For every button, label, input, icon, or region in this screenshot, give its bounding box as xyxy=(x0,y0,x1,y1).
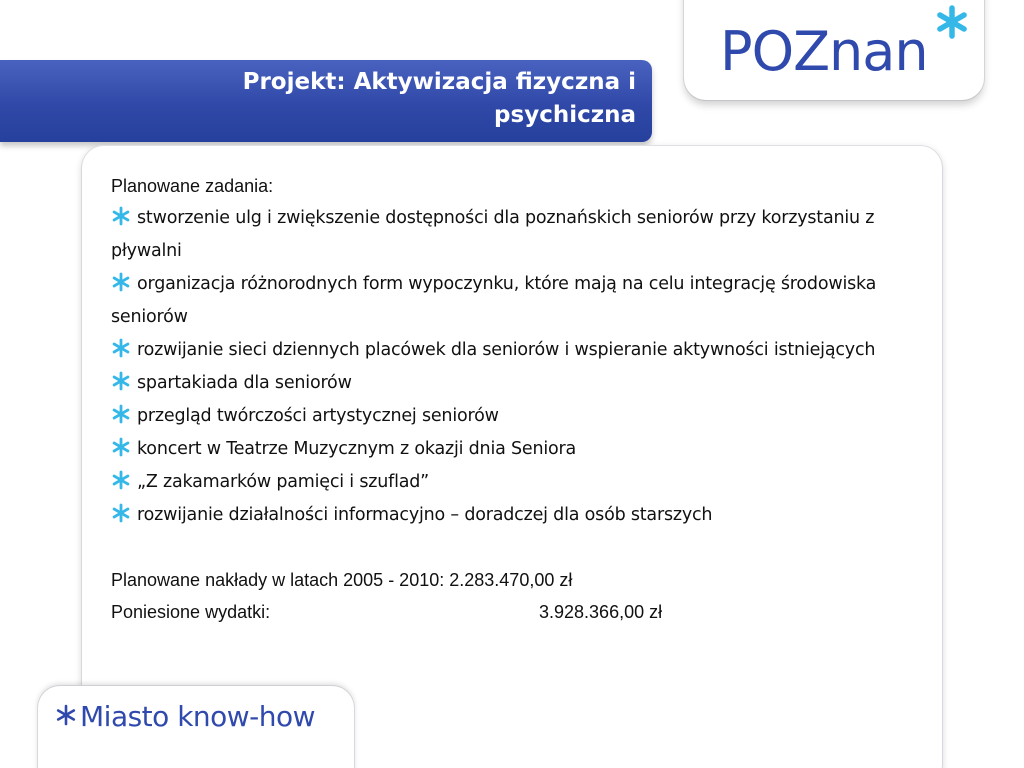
task-list xyxy=(111,202,911,532)
task-text: rozwijanie działalności informacyjno – doradczej dla osób starszych xyxy=(137,505,713,525)
asterisk-bullet-icon xyxy=(111,338,131,358)
title-banner xyxy=(0,60,652,142)
incurred-costs-value: 3.928.366,00 zł xyxy=(539,602,663,622)
task-text: stworzenie ulg i zwiększenie dostępności dla poznańskich seniorów przy korzystaniu z pływalni xyxy=(111,208,875,261)
page-title: Projekt: Aktywizacja fizyczna i psychiczna xyxy=(242,69,636,128)
list-item xyxy=(111,466,911,499)
tagline: Miasto know-how xyxy=(80,700,316,733)
task-text: koncert w Teatrze Muzycznym z okazji dnia Seniora xyxy=(137,439,577,459)
task-text: „Z zakamarków pamięci i szuflad” xyxy=(137,472,430,492)
list-item xyxy=(111,433,911,466)
task-text: rozwijanie sieci dziennych placówek dla seniorów i wspieranie aktywności istniejących xyxy=(137,340,876,360)
list-item xyxy=(111,334,911,367)
task-text: przegląd twórczości artystycznej seniorów xyxy=(137,406,499,426)
list-item xyxy=(111,400,911,433)
list-item xyxy=(111,499,911,532)
asterisk-bullet-icon xyxy=(111,206,131,226)
asterisk-bullet-icon xyxy=(111,371,131,391)
list-item xyxy=(111,367,911,400)
asterisk-bullet-icon xyxy=(111,437,131,457)
poznan-logo xyxy=(714,4,974,80)
asterisk-bullet-icon xyxy=(111,404,131,424)
tasks-heading: Planowane zadania: xyxy=(111,176,274,196)
logo-text: POZnan xyxy=(720,20,928,80)
planned-costs-value: 2.283.470,00 zł xyxy=(449,570,573,590)
content-area xyxy=(111,170,911,628)
incurred-costs-label: Poniesione wydatki: xyxy=(111,602,271,622)
list-item xyxy=(111,268,911,334)
list-item xyxy=(111,202,911,268)
planned-costs-row xyxy=(111,564,911,596)
task-text: spartakiada dla seniorów xyxy=(137,373,352,393)
asterisk-bullet-icon xyxy=(111,470,131,490)
task-text: organizacja różnorodnych form wypoczynku, które mają na celu integrację środowiska seniorów xyxy=(111,274,877,327)
asterisk-bullet-icon xyxy=(111,272,131,292)
asterisk-icon xyxy=(55,704,77,726)
incurred-costs-row xyxy=(111,596,911,628)
spacer xyxy=(111,532,911,564)
asterisk-bullet-icon xyxy=(111,503,131,523)
asterisk-icon xyxy=(940,8,964,36)
planned-costs-label: Planowane nakłady w latach 2005 - 2010: xyxy=(111,570,445,590)
